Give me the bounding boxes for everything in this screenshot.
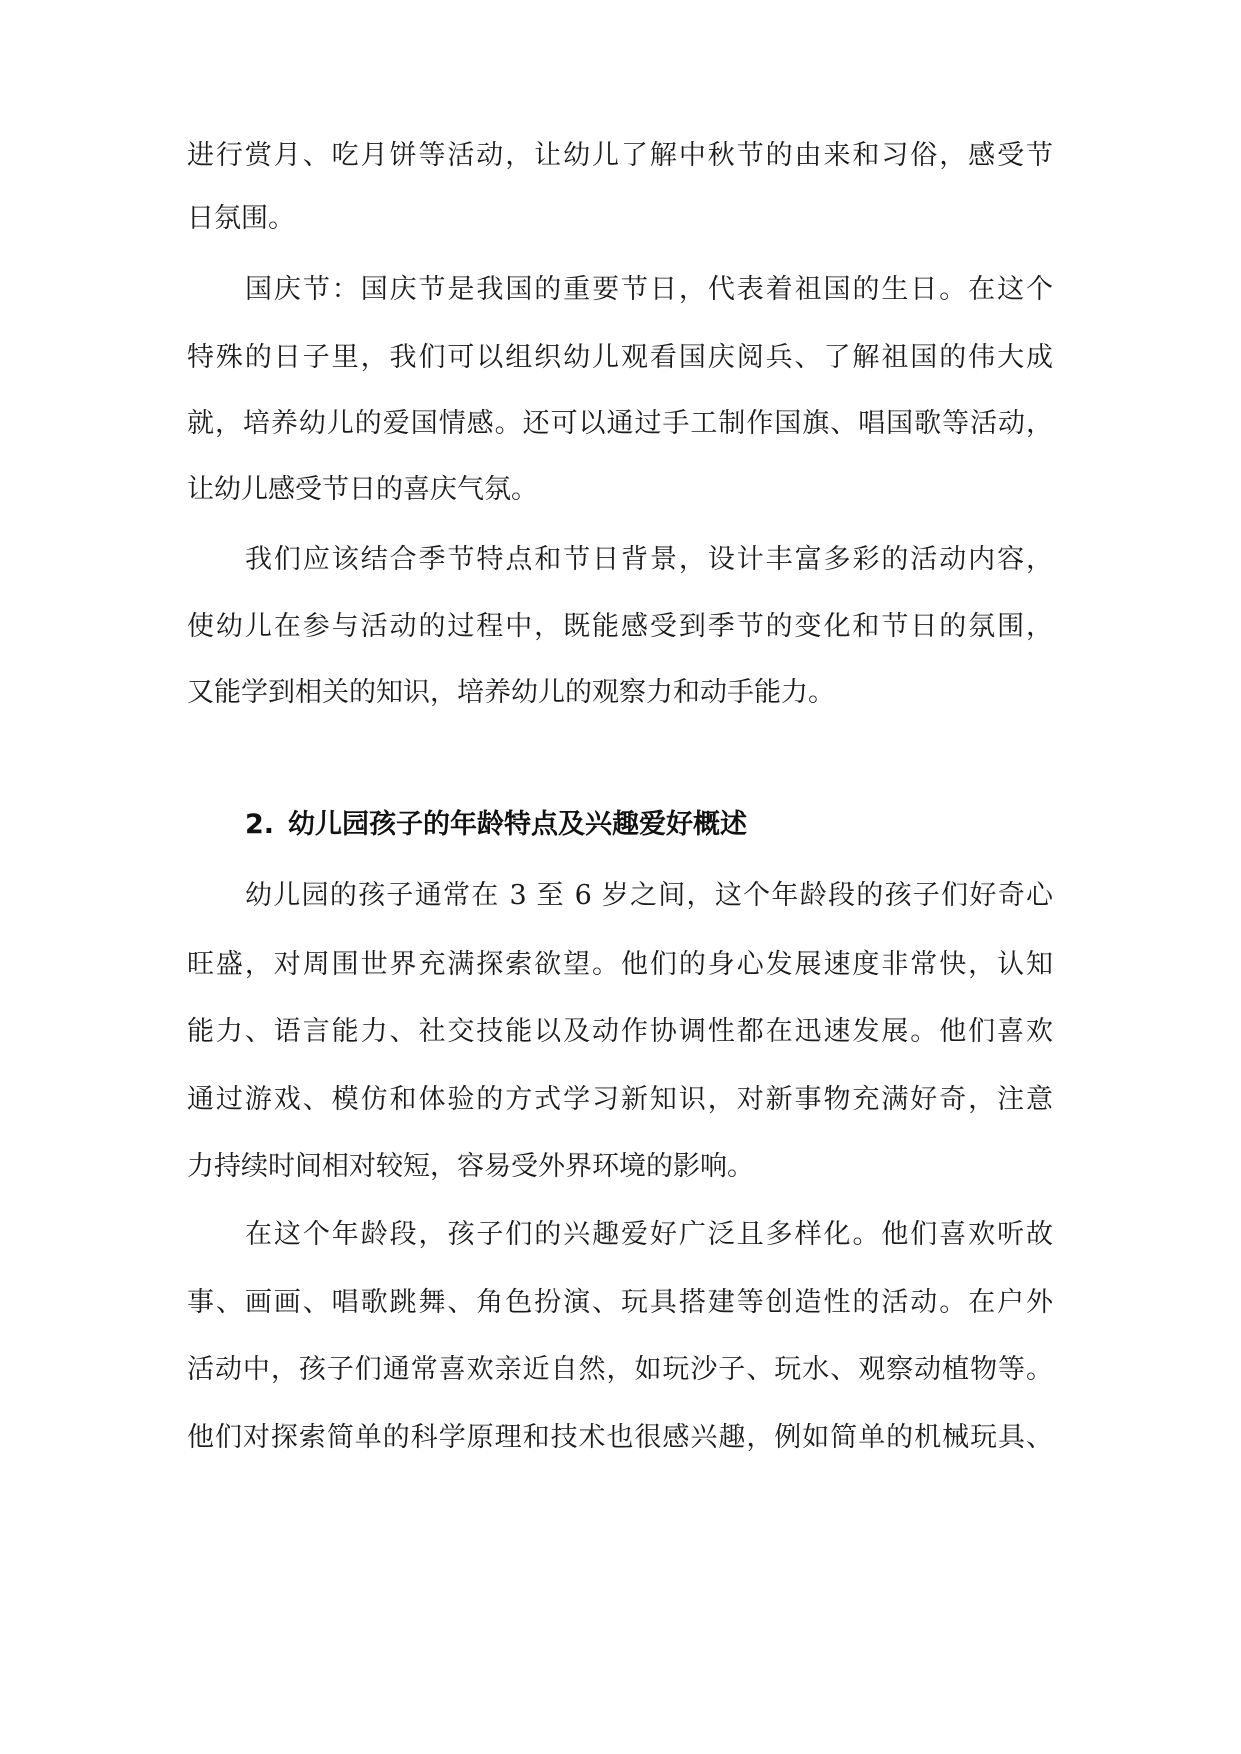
section-title: 幼儿园孩子的年龄特点及兴趣爱好概述 [288,809,748,840]
paragraph-line: 让幼儿感受节日的喜庆气氛。 [187,474,538,505]
paragraph-line: 又能学到相关的知识，培养幼儿的观察力和动手能力。 [187,677,835,708]
section-number: 2. [245,809,275,840]
paragraph-line: 活动中，孩子们通常喜欢亲近自然，如玩沙子、玩水、观察动植物等。 [187,1354,1053,1385]
paragraph-line: 力持续时间相对较短，容易受外界环境的影响。 [187,1151,754,1182]
section-heading [245,805,747,845]
paragraph-line: 他们对探索简单的科学原理和技术也很感兴趣，例如简单的机械玩具、 [187,1422,1053,1453]
paragraph-line: 幼儿园的孩子通常在 3 至 6 岁之间，这个年龄段的孩子们好奇心 [245,880,1053,911]
paragraph-line: 通过游戏、模仿和体验的方式学习新知识，对新事物充满好奇，注意 [187,1084,1053,1115]
paragraph-line: 旺盛，对周围世界充满探索欲望。他们的身心发展速度非常快，认知 [187,949,1053,980]
paragraph-line: 使幼儿在参与活动的过程中，既能感受到季节的变化和节日的氛围， [187,611,1053,642]
paragraph-line: 事、画画、唱歌跳舞、角色扮演、玩具搭建等创造性的活动。在户外 [187,1287,1053,1318]
paragraph-line: 在这个年龄段，孩子们的兴趣爱好广泛且多样化。他们喜欢听故 [245,1219,1053,1250]
paragraph-line: 我们应该结合季节特点和节日背景，设计丰富多彩的活动内容， [245,544,1053,575]
paragraph-line: 能力、语言能力、社交技能以及动作协调性都在迅速发展。他们喜欢 [187,1016,1053,1047]
paragraph-line: 就，培养幼儿的爱国情感。还可以通过手工制作国旗、唱国歌等活动， [187,408,1053,439]
paragraph-line: 特殊的日子里，我们可以组织幼儿观看国庆阅兵、了解祖国的伟大成 [187,342,1053,373]
paragraph-line: 进行赏月、吃月饼等活动，让幼儿了解中秋节的由来和习俗，感受节 [187,140,1053,171]
paragraph-line: 日氛围。 [187,203,295,234]
paragraph-line: 国庆节：国庆节是我国的重要节日，代表着祖国的生日。在这个 [245,274,1053,305]
